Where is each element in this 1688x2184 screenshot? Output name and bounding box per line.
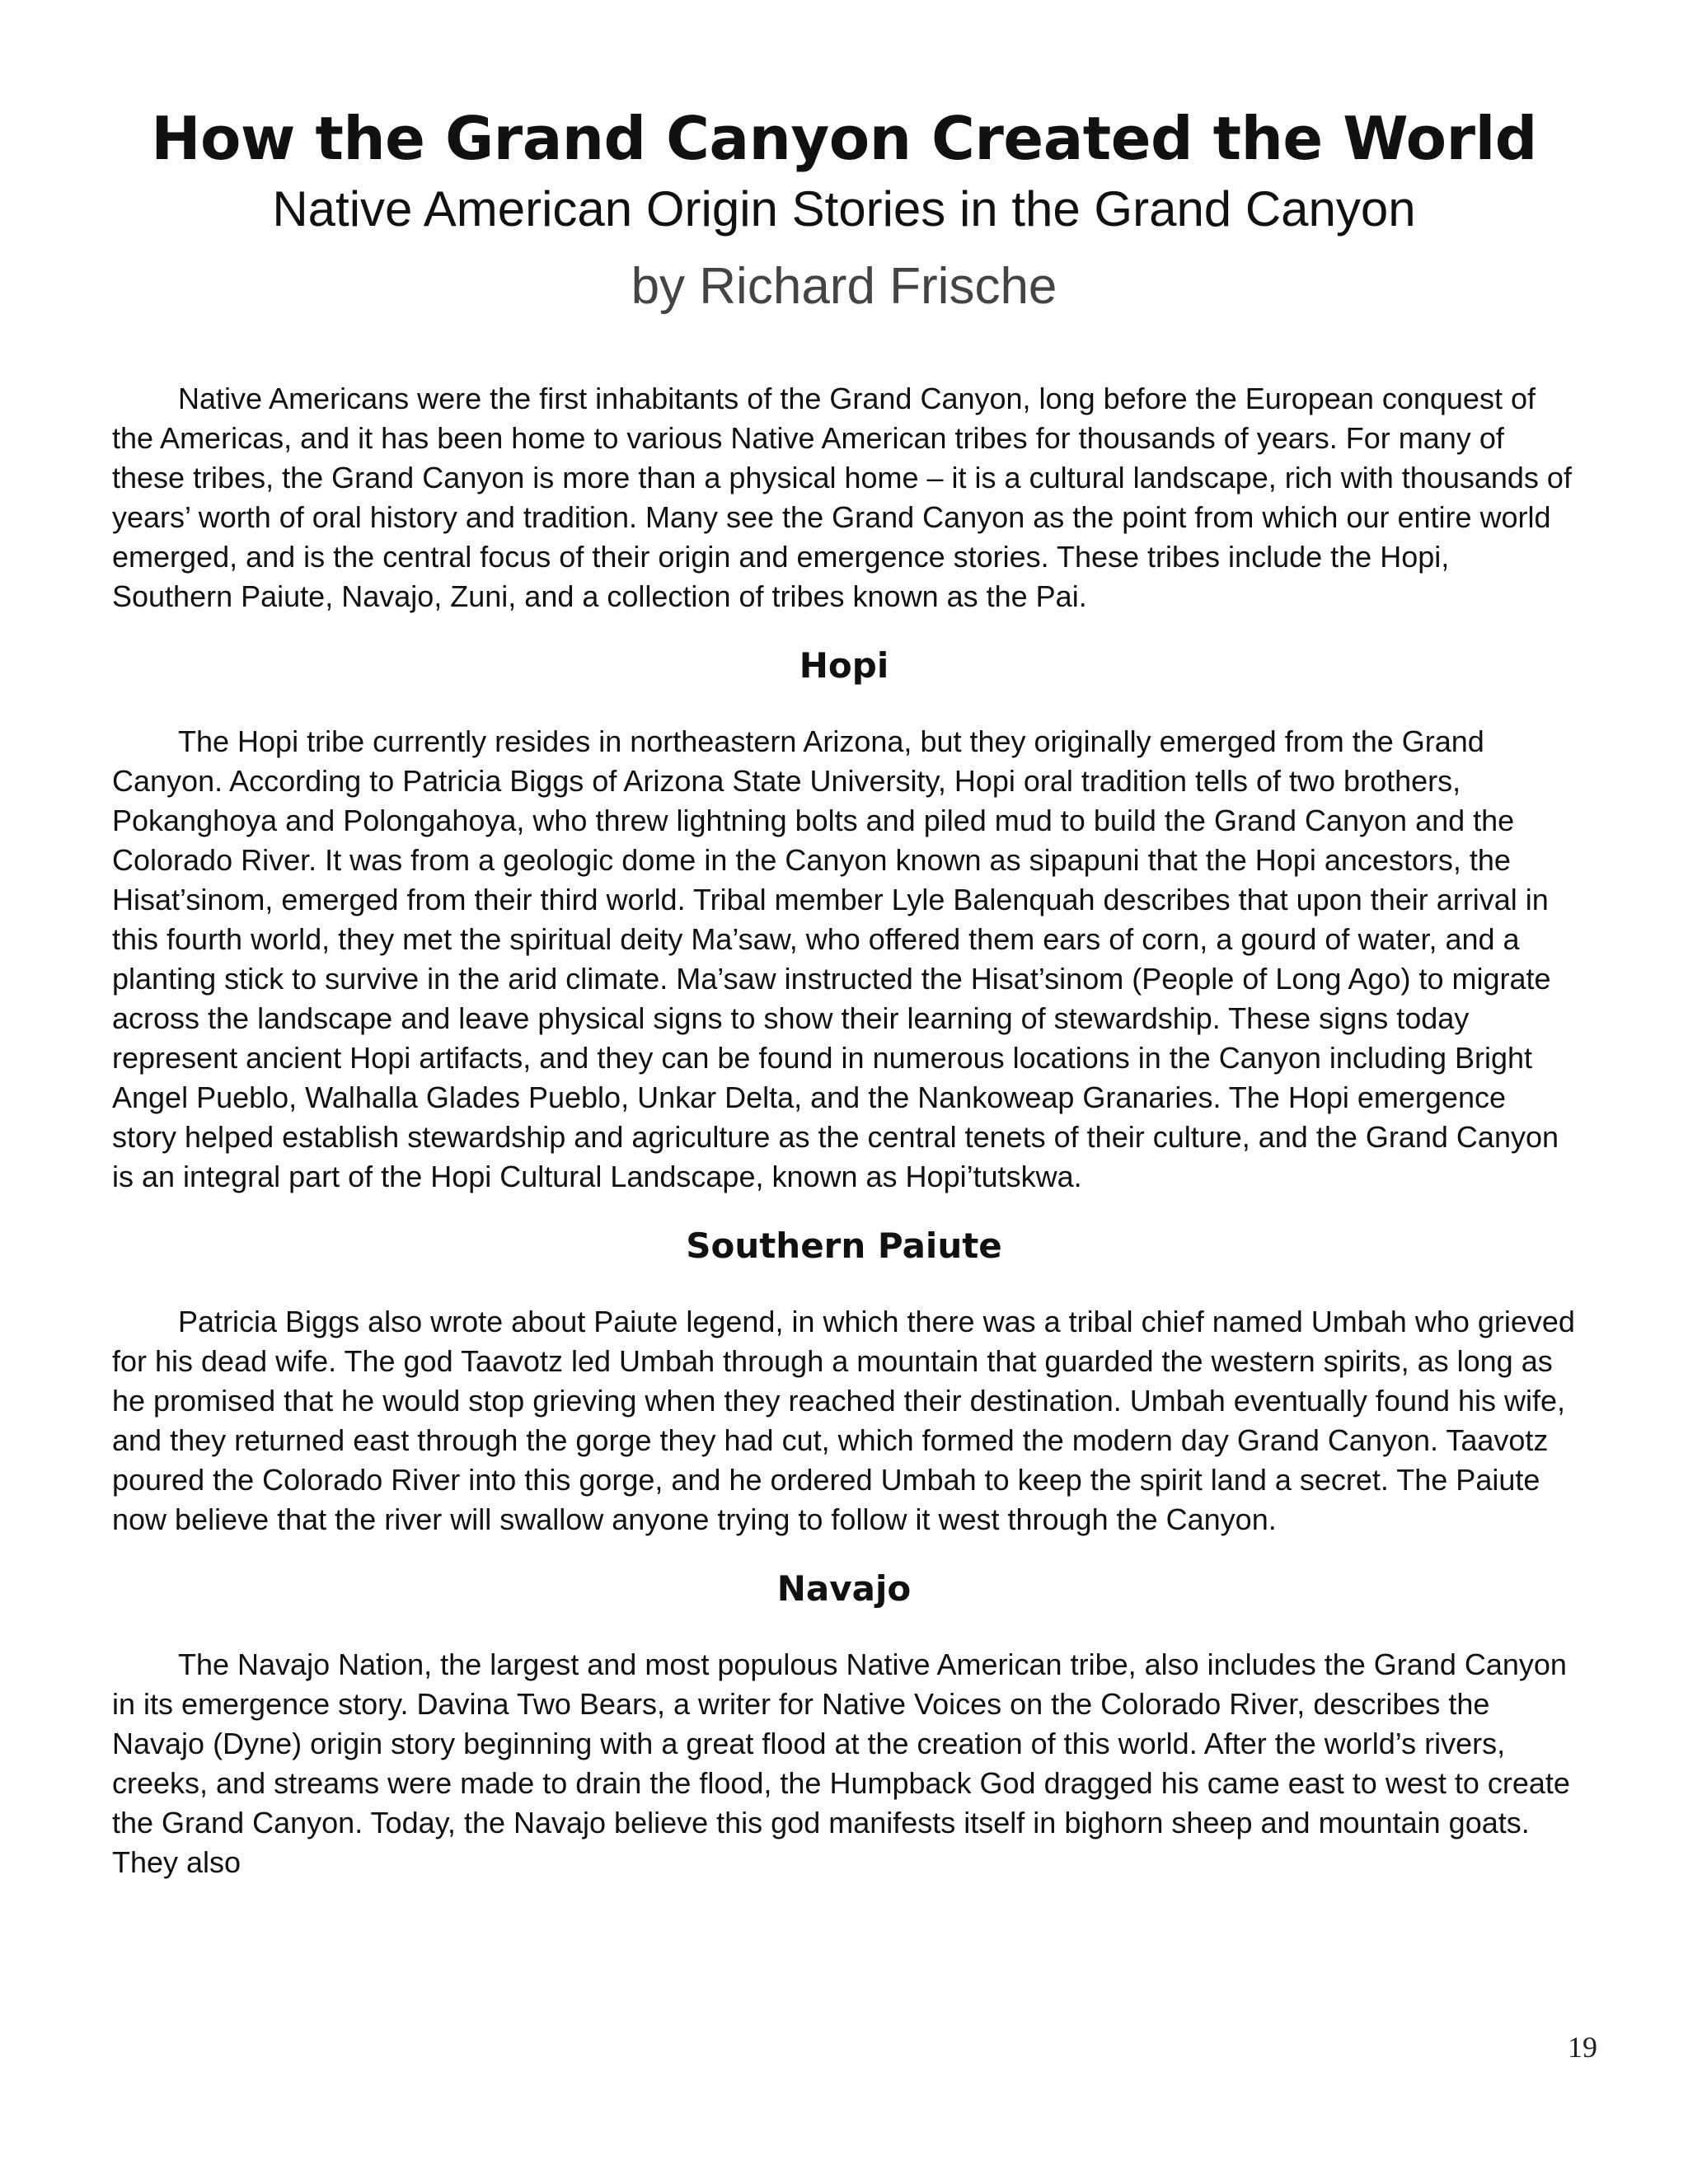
- section-heading: Hopi: [799, 645, 889, 686]
- section-heading: Navajo: [776, 1568, 912, 1609]
- article-title: How the Grand Canyon Created the World: [151, 104, 1537, 173]
- page-number: 19: [1568, 2031, 1597, 2064]
- section-paragraph: The Hopi tribe currently resides in northeastern Arizona, but they originally emerged from the Grand Canyon. According to Patricia Biggs of Arizona State University, Hopi oral tradition tells of two brothers, Pokanghoya and Polongahoya, who threw lightning bolts and piled mud to build the Grand Canyon and the Colorado River. It was from a geologic dome in the Canyon known as sipapuni that the Hopi ancestors, the Hisat’sinom, emerged from their third world. Tribal member Lyle Balenquah describes that upon their arrival in this fourth world, they met the spiritual deity Ma’saw, who offered them ears of corn, a gourd of water, and a planting stick to survive in the arid climate. Ma’saw instructed the Hisat’sinom (People of Long Ago) to migrate across the landscape and leave physical signs to show their learning of stewardship. These signs today represent ancient Hopi artifacts, and they can be found in numerous locations in the Canyon including Bright Angel Pueblo, Walhalla Glades Pueblo, Unkar Delta, and the Nankoweap Granaries. The Hopi emergence story helped establish stewardship and agriculture as the central tenets of their culture, and the Grand Canyon is an integral part of the Hopi Cultural Landscape, known as Hopi’tutskwa.: [112, 724, 1559, 1193]
- section-paragraph: Patricia Biggs also wrote about Paiute legend, in which there was a tribal chief named Umbah who grieved for his dead wife. The god Taavotz led Umbah through a mountain that guarded the western spirits, as long as he promised that he would stop grieving when they reached their destination. Umbah eventually found his wife, and they returned east through the gorge they had cut, which formed the modern day Grand Canyon. Taavotz poured the Colorado River into this gorge, and he ordered Umbah to keep the spirit land a secret. The Paiute now believe that the river will swallow anyone trying to follow it west through the Canyon.: [112, 1305, 1575, 1536]
- section-heading: Southern Paiute: [686, 1226, 1002, 1266]
- section-paragraph: The Navajo Nation, the largest and most populous Native American tribe, also includes the Grand Canyon in its emergence story. Davina Two Bears, a writer for Native Voices on the Colorado River, describes the Navajo (Dyne) origin story beginning with a great flood at the creation of this world. After the world’s rivers, creeks, and streams were made to drain the flood, the Humpback God dragged his came east to west to create the Grand Canyon. Today, the Navajo believe this god manifests itself in bighorn sheep and mountain goats. They also: [112, 1647, 1570, 1879]
- intro-paragraph: Native Americans were the first inhabitants of the Grand Canyon, long before the European conquest of the Americas, and it has been home to various Native American tribes for thousands of years. For many of these tribes, the Grand Canyon is more than a physical home – it is a cultural landscape, rich with thousands of years’ worth of oral history and tradition. Many see the Grand Canyon as the point from which our entire world emerged, and is the central focus of their origin and emergence stories. These tribes include the Hopi, Southern Paiute, Navajo, Zuni, and a collection of tribes known as the Pai.: [112, 382, 1572, 613]
- section-navajo: [112, 1566, 1576, 1882]
- article-subtitle: Native American Origin Stories in the Grand Canyon: [272, 181, 1416, 237]
- section-southern-paiute: [112, 1223, 1576, 1540]
- section-hopi: [112, 643, 1576, 1197]
- article-byline: by Richard Frische: [631, 258, 1057, 315]
- article-page: [112, 99, 1576, 1882]
